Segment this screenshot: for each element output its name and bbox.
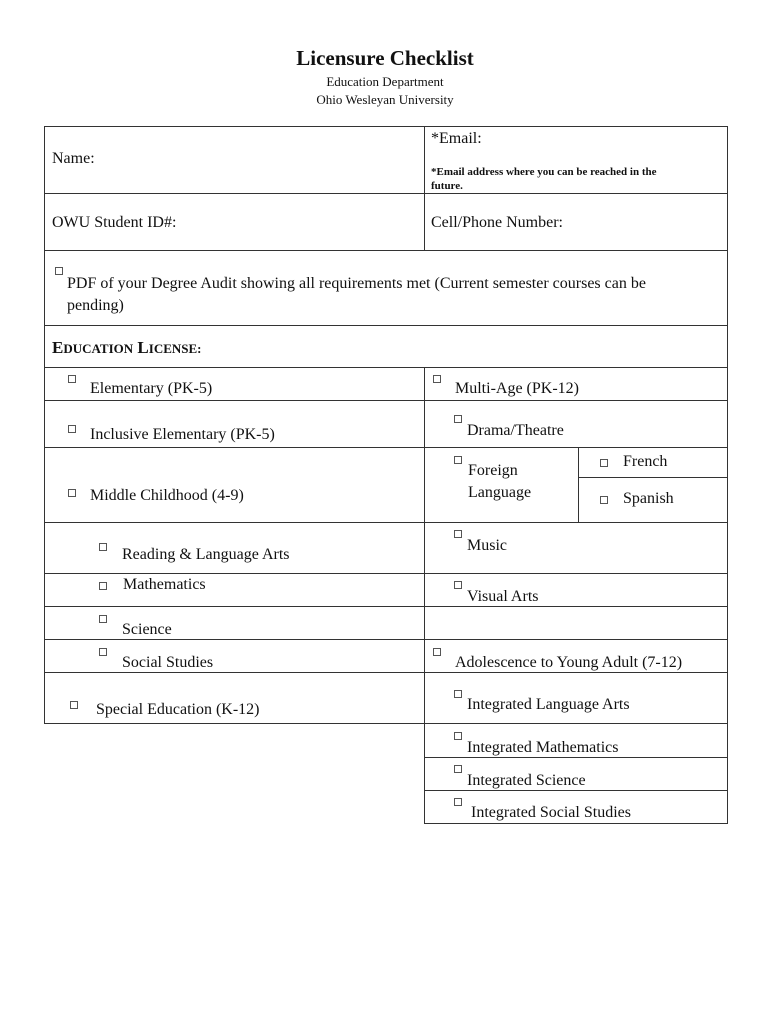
inclusive-elementary-checkbox[interactable] (68, 425, 76, 433)
science-checkbox[interactable] (99, 615, 107, 623)
integrated-science-label: Integrated Science (467, 772, 586, 789)
multi-age-label: Multi-Age (PK-12) (455, 380, 579, 397)
degree-audit-text-line2: pending) (67, 297, 124, 314)
middle-childhood-label: Middle Childhood (4-9) (90, 487, 244, 504)
inclusive-elementary-label: Inclusive Elementary (PK-5) (90, 426, 275, 443)
spanish-checkbox[interactable] (600, 496, 608, 504)
student-id-label: OWU Student ID#: (52, 214, 177, 231)
spanish-label: Spanish (623, 490, 674, 507)
integrated-mathematics-label: Integrated Mathematics (467, 739, 619, 756)
social-studies-checkbox[interactable] (99, 648, 107, 656)
elementary-checkbox[interactable] (68, 375, 76, 383)
degree-audit-checkbox[interactable] (55, 267, 63, 275)
foreign-language-checkbox[interactable] (454, 456, 462, 464)
adolescence-checkbox[interactable] (433, 648, 441, 656)
music-checkbox[interactable] (454, 530, 462, 538)
email-note-line1: *Email address where you can be reached in the (431, 166, 657, 178)
adolescence-label: Adolescence to Young Adult (7-12) (455, 654, 683, 671)
mathematics-label: Mathematics (123, 576, 206, 593)
music-label: Music (467, 537, 507, 554)
mathematics-checkbox[interactable] (99, 582, 107, 590)
department-subtitle: Education Department (326, 74, 444, 89)
email-label: *Email: (431, 130, 482, 147)
university-subtitle: Ohio Wesleyan University (316, 92, 454, 107)
integrated-language-arts-checkbox[interactable] (454, 690, 462, 698)
reading-language-arts-label: Reading & Language Arts (122, 546, 290, 563)
reading-language-arts-checkbox[interactable] (99, 543, 107, 551)
french-label: French (623, 453, 668, 470)
integrated-social-studies-checkbox[interactable] (454, 798, 462, 806)
education-license-heading: EDUCATION LICENSE: (52, 338, 202, 357)
elementary-label: Elementary (PK-5) (90, 380, 213, 397)
drama-theatre-checkbox[interactable] (454, 415, 462, 423)
integrated-social-studies-label: Integrated Social Studies (471, 804, 631, 821)
special-education-label: Special Education (K-12) (96, 701, 260, 718)
visual-arts-label: Visual Arts (467, 588, 539, 605)
phone-label: Cell/Phone Number: (431, 214, 563, 231)
integrated-language-arts-label: Integrated Language Arts (467, 696, 630, 713)
email-note-line2: future. (431, 180, 463, 192)
degree-audit-text-line1: PDF of your Degree Audit showing all requirements met (Current semester courses can be (67, 275, 646, 292)
visual-arts-checkbox[interactable] (454, 581, 462, 589)
french-checkbox[interactable] (600, 459, 608, 467)
multi-age-checkbox[interactable] (433, 375, 441, 383)
drama-theatre-label: Drama/Theatre (467, 422, 564, 439)
science-label: Science (122, 621, 172, 638)
page-title: Licensure Checklist (296, 46, 474, 70)
foreign-language-label-line2: Language (468, 484, 532, 501)
foreign-language-label-line1: Foreign (468, 462, 518, 479)
integrated-mathematics-checkbox[interactable] (454, 732, 462, 740)
name-label: Name: (52, 150, 95, 167)
middle-childhood-checkbox[interactable] (68, 489, 76, 497)
integrated-science-checkbox[interactable] (454, 765, 462, 773)
special-education-checkbox[interactable] (70, 701, 78, 709)
social-studies-label: Social Studies (122, 654, 214, 671)
